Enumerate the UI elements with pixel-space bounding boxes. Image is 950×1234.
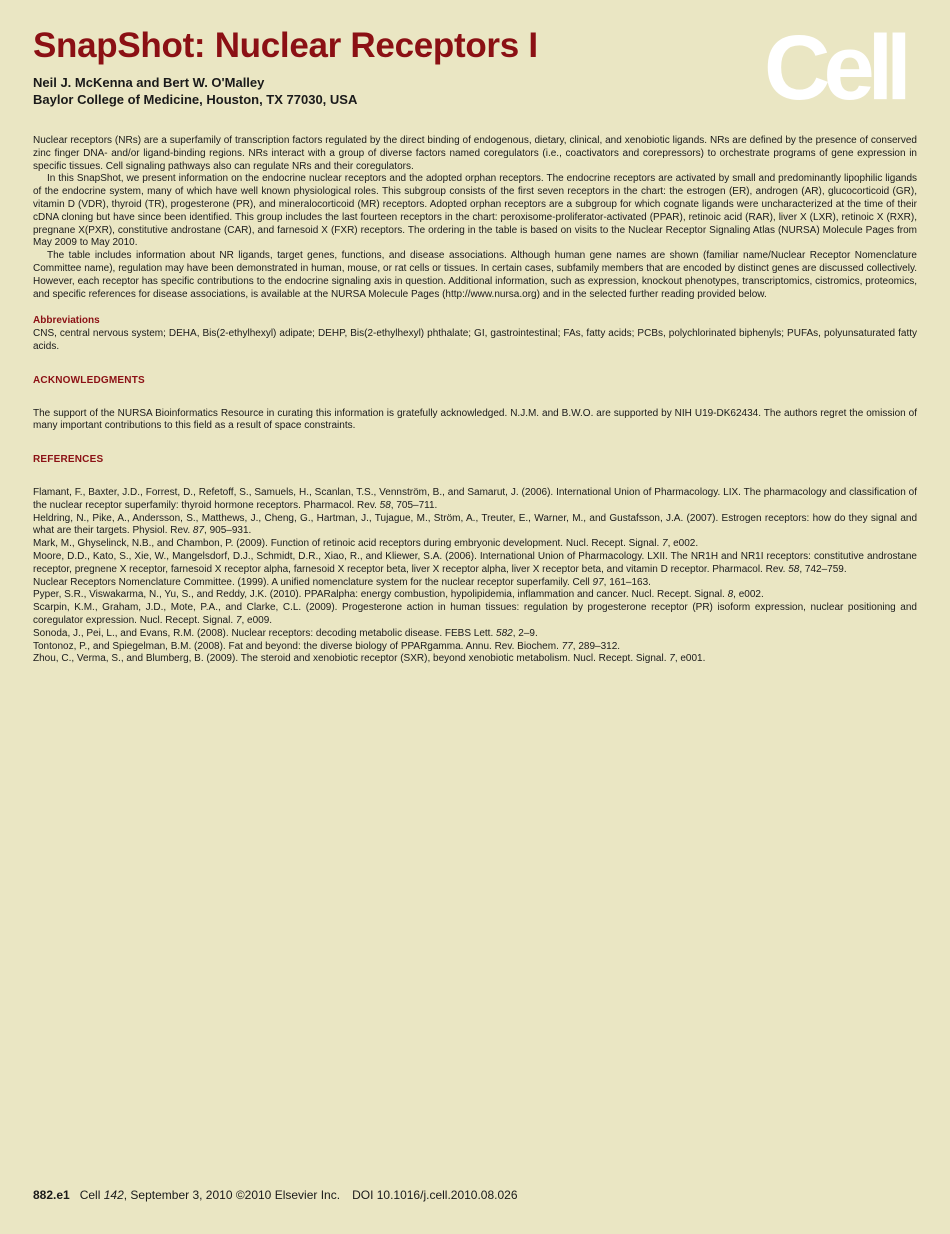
reference-item: Heldring, N., Pike, A., Andersson, S., Matthews, J., Cheng, G., Hartman, J., Tujague, M., Ström, A., Treuter, E., Warner, M., and Gustafsson, J.A. (2007). Estrogen receptors: how do they signal and what are their targets. Physiol. Rev. 87, 905–931.	[33, 512, 917, 537]
reference-item: Pyper, S.R., Viswakarma, N., Yu, S., and Reddy, J.K. (2010). PPARalpha: energy combustion, hypolipidemia, inflammation and cancer. Nucl. Recept. Signal. 8, e002.	[33, 589, 764, 601]
page-title: SnapShot: Nuclear Receptors I	[33, 26, 538, 65]
authors: Neil J. McKenna and Bert W. O'Malley	[33, 75, 265, 90]
reference-item: Moore, D.D., Kato, S., Xie, W., Mangelsdorf, D.J., Schmidt, D.R., Xiao, R., and Kliewer, S.A. (2006). International Union of Pharmacology. LXII. The NR1H and NR1I receptors: constitutive androstane receptor, pregnene X receptor, farnesoid X receptor alpha, farnesoid X receptor beta, liver X receptor alpha, liver X receptor beta, and vitamin D receptor. Pharmacol. Rev. 58, 742–759.	[33, 550, 917, 575]
article-body	[33, 135, 917, 666]
references-heading: REFERENCES	[33, 454, 104, 466]
abbreviations-text: CNS, central nervous system; DEHA, Bis(2-ethylhexyl) adipate; DEHP, Bis(2-ethylhexyl) phthalate; GI, gastrointestinal; FAs, fatty acids; PCBs, polychlorinated biphenyls; PUFAs, polyunsaturated fatty acids.	[33, 328, 917, 352]
acknowledgments-heading: ACKNOWLEDGMENTS	[33, 374, 145, 386]
author-block	[33, 74, 357, 108]
reference-item: Zhou, C., Verma, S., and Blumberg, B. (2009). The steroid and xenobiotic receptor (SXR), beyond xenobiotic metabolism. Nucl. Recept. Signal. 7, e001.	[33, 653, 706, 665]
reference-item: Nuclear Receptors Nomenclature Committee. (1999). A unified nomenclature system for the nuclear receptor superfamily. Cell 97, 161–163.	[33, 576, 651, 588]
intro-paragraph: The table includes information about NR ligands, target genes, functions, and disease associations. Although human gene names are shown (familiar name/Nuclear Receptor Nomenclature Committee name), regulation may have been demonstrated in human, mouse, or rat cells or tissues. In certain cases, subfamily members that are encoded by distinct genes are discussed collectively. However, each receptor has specific contributions to the endocrine signaling axis in question. Additional information, such as expression, knockout phenotypes, transcriptomics, cistromics, proteomics, and specific references for disease associations, is available at the NURSA Molecule Pages (http://www.nursa.org) and in the selected further reading provided below.	[33, 250, 917, 300]
page-footer	[33, 1188, 518, 1202]
reference-list	[33, 487, 917, 666]
intro-paragraph: In this SnapShot, we present information on the endocrine nuclear receptors and the adopted orphan receptors. The endocrine receptors are activated by small and predominantly lipophilic ligands of the endocrine system, many of which have well known physiological roles. This subgroup consists of the first seven receptors in the chart: the estrogen (ER), androgen (AR), glucocorticoid (GR), vitamin D (VDR), thyroid (TR), progesterone (PR), and mineralocorticoid (MR) receptors. Adopted orphan receptors are a subgroup for which cognate ligands were uncharacterized at the time of their cDNA cloning but have since been identified. This group includes the last fourteen receptors in the chart: peroxisome-proliferator-activated (PPAR), retinoic acid (RAR), liver X (LXR), retinoic X (RXR), pregnane X(PXR), constitutive androstane (CAR), and farnesoid X (FXR) receptors. The ordering in the table is based on visits to the Nuclear Receptor Signaling Atlas (NURSA) Molecule Pages from May 2009 to May 2010.	[33, 173, 917, 249]
journal-name: Cell	[79, 1188, 104, 1202]
doi: DOI 10.1016/j.cell.2010.08.026	[352, 1188, 518, 1202]
reference-item: Tontonoz, P., and Spiegelman, B.M. (2008). Fat and beyond: the diverse biology of PPARgamma. Annu. Rev. Biochem. 77, 289–312.	[33, 640, 621, 652]
reference-item: Sonoda, J., Pei, L., and Evans, R.M. (2008). Nuclear receptors: decoding metabolic disease. FEBS Lett. 582, 2–9.	[33, 627, 538, 639]
abbreviations-heading: Abbreviations	[33, 315, 100, 327]
acknowledgments-text: The support of the NURSA Bioinformatics Resource in curating this information is gratefully acknowledged. N.J.M. and B.W.O. are supported by NIH U19-DK62434. The authors regret the omission of many important contributions to this field as a result of space constraints.	[33, 407, 917, 432]
intro-paragraph: Nuclear receptors (NRs) are a superfamily of transcription factors regulated by the direct binding of endogenous, dietary, clinical, and xenobiotic ligands. NRs are defined by the presence of conserved zinc finger DNA- and/or ligand-binding regions. NRs interact with a group of diverse factors named coregulators (i.e., coactivators and corepressors) to orchestrate programs of gene expression in specific tissues. Cell signaling pathways also can regulate NRs and their coregulators.	[33, 135, 917, 172]
page-number: 882.e1	[33, 1188, 70, 1202]
publication-date: , September 3, 2010 ©2010 Elsevier Inc.	[123, 1188, 341, 1202]
reference-item: Scarpin, K.M., Graham, J.D., Mote, P.A., and Clarke, C.L. (2009). Progesterone action in human tissues: regulation by progesterone receptor (PR) isoform expression, nuclear positioning and coregulator expression. Nucl. Recept. Signal. 7, e009.	[33, 602, 917, 626]
reference-item: Flamant, F., Baxter, J.D., Forrest, D., Refetoff, S., Samuels, H., Scanlan, T.S., Vennström, B., and Samarut, J. (2006). International Union of Pharmacology. LIX. The pharmacology and classification of the nuclear receptor superfamily: thyroid hormone receptors. Pharmacol. Rev. 58, 705–711.	[33, 486, 917, 511]
reference-item: Mark, M., Ghyselinck, N.B., and Chambon, P. (2009). Function of retinoic acid receptors during embryonic development. Nucl. Recept. Signal. 7, e002.	[33, 538, 699, 550]
journal-volume: 142	[103, 1188, 124, 1202]
affiliation: Baylor College of Medicine, Houston, TX 77030, USA	[33, 92, 358, 107]
cell-logo: Cell	[764, 17, 905, 119]
